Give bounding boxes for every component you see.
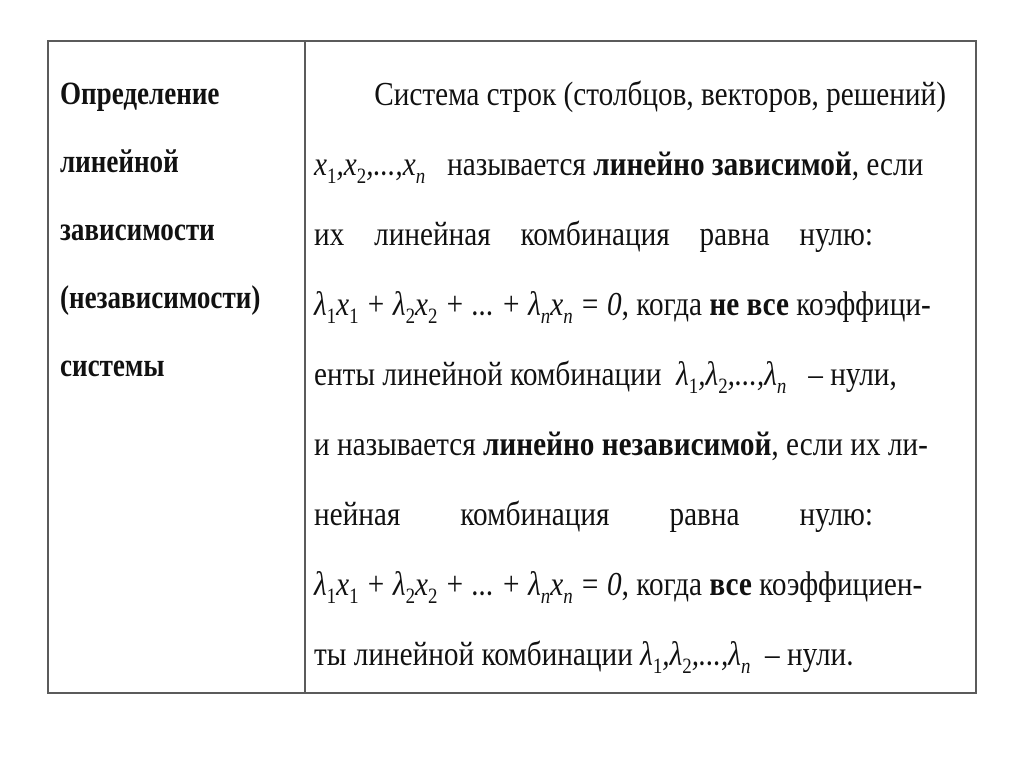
definition-cell — [314, 60, 964, 690]
def-line-9: ты линейной комбинации $\lambda_1,\lambda_2,...,\lambda_n$ – нули. — [314, 636, 854, 678]
linear-combination-formula: $\lambda_1x_1 + \lambda_2x_2$ + ... + $\lambda_nx_n = 0$ — [314, 286, 622, 328]
term-line-4: (независимости) — [60, 280, 261, 316]
term-line-2: линейной — [60, 144, 179, 180]
def-line-7: нейная комбинация равна нулю: — [314, 496, 873, 533]
linear-combination-formula-2: $\lambda_1x_1 + \lambda_2x_2$ + ... + $\lambda_nx_n = 0$ — [314, 566, 622, 608]
coefficients-sequence: $\lambda_1,\lambda_2,...,\lambda_n$ — [676, 356, 787, 398]
def-line-2: $x_1,x_2,...,x_n$ называется линейно зависимой, если — [314, 146, 924, 188]
term-line-5: системы — [60, 348, 165, 384]
term-line-3: зависимости — [60, 212, 215, 248]
def-line-8: $\lambda_1x_1 + \lambda_2x_2$ + ... + $\lambda_nx_n = 0$, когда все коэффициен- — [314, 566, 923, 608]
def-line-5: енты линейной комбинации $\lambda_1,\lambda_2,...,\lambda_n$ – нули, — [314, 356, 897, 398]
term-independent: линейно независимой — [483, 426, 772, 463]
def-line-1: Система строк (столбцов, векторов, решений) — [374, 76, 946, 113]
def-line-4: $\lambda_1x_1 + \lambda_2x_2$ + ... + $\lambda_nx_n = 0$, когда не все коэффици- — [314, 286, 931, 328]
term-dependent: линейно зависимой — [593, 146, 852, 183]
column-divider — [304, 40, 306, 694]
term-line-1: Определение — [60, 76, 220, 112]
def-line-6: и называется линейно независимой, если их ли- — [314, 426, 928, 463]
def-line-3: их линейная комбинация равна нулю: — [314, 216, 873, 253]
vector-sequence: $x_1,x_2,...,x_n$ — [314, 146, 426, 188]
coefficients-sequence-2: $\lambda_1,\lambda_2,...,\lambda_n$ — [640, 636, 751, 678]
term-cell — [60, 60, 261, 400]
